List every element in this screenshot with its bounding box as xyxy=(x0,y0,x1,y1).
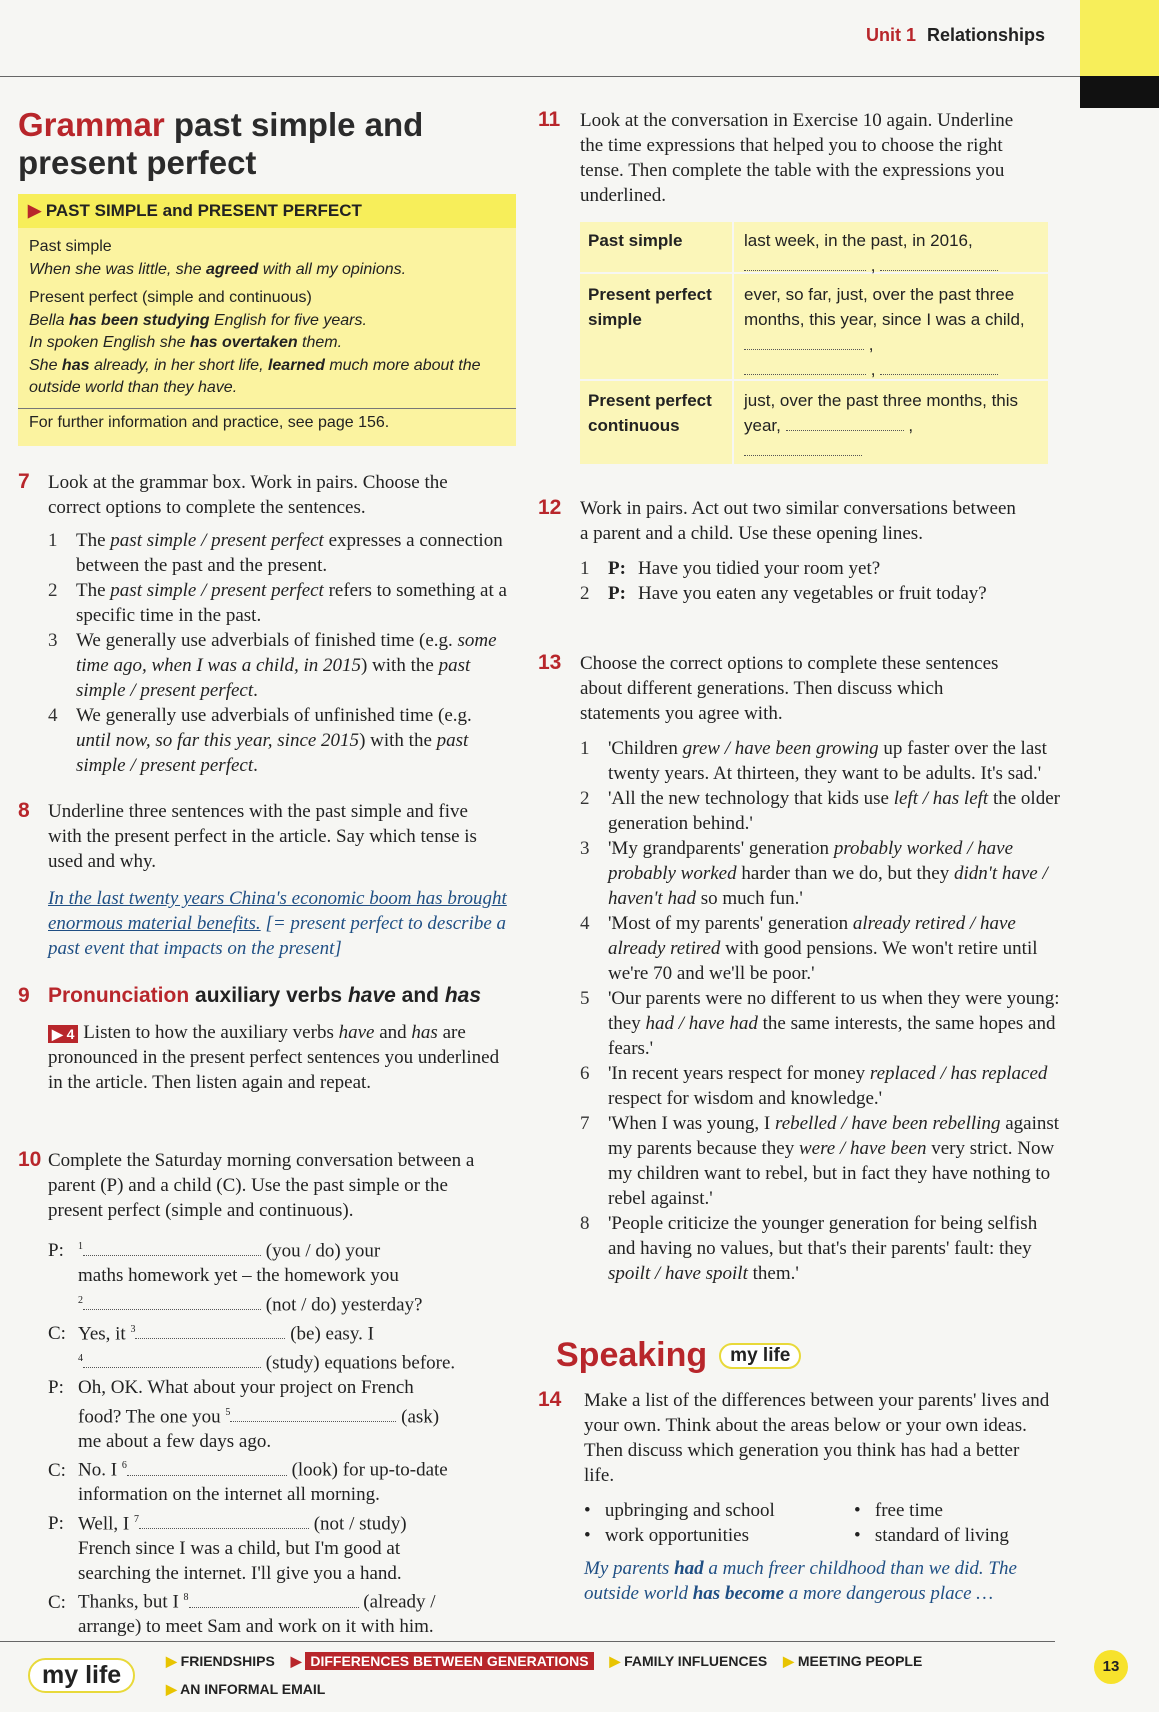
exercise-13 xyxy=(538,651,1058,1286)
exercise-13-item: 5 'Our parents were no different to us when they were young: they had / have had the same interests, the same hopes and fears.' xyxy=(580,988,1060,1059)
exercise-11-instructions: Look at the conversation in Exercise 10 again. Underline the time expressions that helped you to choose the right tense. Then complete the table with the expressions you underlined. xyxy=(580,110,1014,206)
footer-rule xyxy=(0,1641,1055,1642)
answer-blank-6[interactable] xyxy=(127,1460,287,1476)
exercise-14-number: 14 xyxy=(538,1388,562,1411)
bullet-item: • work opportunities xyxy=(584,1525,749,1546)
table-blank[interactable] xyxy=(744,334,864,350)
exercise-7-number: 7 xyxy=(18,470,30,493)
table-row-pp-simple-value: ever, so far, just, over the past three months, this year, since I was a child, , , xyxy=(744,285,1025,379)
answer-blank-8[interactable] xyxy=(189,1592,359,1608)
bullet-item: • standard of living xyxy=(854,1525,1009,1546)
exercise-13-item: 1 'Children grew / have been growing up faster over the last twenty years. At thirteen, they want to be adults. It's sad.' xyxy=(580,738,1047,784)
exercise-7-item: 4 We generally use adverbials of unfinished time (e.g. until now, so far this year, since 2015) with the past simple / present perfect. xyxy=(48,705,472,776)
tense-table xyxy=(580,222,1048,464)
footer-nav xyxy=(166,1653,966,1698)
exercise-10 xyxy=(18,1148,518,1640)
table-blank[interactable] xyxy=(880,359,998,375)
answer-blank-3[interactable] xyxy=(135,1323,285,1339)
exercise-12-item: 1 P: Have you tidied your room yet? xyxy=(580,558,881,579)
answer-blank-4[interactable] xyxy=(83,1352,261,1368)
exercise-13-item: 4 'Most of my parents' generation already retired / have already retired with good pensions. We won't retire until we're 70 and we'll be poor.' xyxy=(580,913,1038,984)
area-list xyxy=(584,1498,1058,1548)
exercise-10-number: 10 xyxy=(18,1148,42,1171)
answer-blank-5[interactable] xyxy=(230,1406,396,1422)
table-blank[interactable] xyxy=(744,359,866,375)
table-blank[interactable] xyxy=(744,255,866,271)
exercise-12-number: 12 xyxy=(538,496,562,519)
present-perfect-example-3: She has already, in her short life, learned much more about the outside world than they have. xyxy=(29,356,481,396)
exercise-14-example: My parents had a much freer childhood than we did. The outside world has become a more dangerous place … xyxy=(584,1558,1017,1604)
exercise-7-instructions: Look at the grammar box. Work in pairs. Choose the correct options to complete the sentences. xyxy=(48,472,448,518)
past-simple-label: Past simple xyxy=(29,238,112,255)
exercise-13-number: 13 xyxy=(538,651,562,674)
exercise-14 xyxy=(538,1388,1058,1606)
unit-title: Relationships xyxy=(927,25,1046,45)
further-info-link[interactable]: For further information and practice, see page 156. xyxy=(29,414,390,431)
exercise-12 xyxy=(538,496,1058,606)
footer-link-family[interactable]: ▶ FAMILY INFLUENCES xyxy=(609,1653,768,1669)
present-perfect-example-1: Bella has been studying English for five years. xyxy=(29,311,367,329)
footer-my-life: my life xyxy=(28,1658,135,1693)
unit-label: Unit 1 xyxy=(866,25,917,45)
exercise-7-item: 2 The past simple / present perfect refers to something at a specific time in the past. xyxy=(48,580,507,626)
exercise-13-item: 3 'My grandparents' generation probably worked / have probably worked harder than we do, but they didn't have / haven't had so much fun.' xyxy=(580,838,1048,909)
answer-blank-1[interactable] xyxy=(83,1240,261,1256)
audio-track-button[interactable]: ▶ 4 xyxy=(48,1025,78,1043)
exercise-12-item: 2 P: Have you eaten any vegetables or fruit today? xyxy=(580,583,987,604)
conversation: P: $^1$ (you / do) your maths homework yet – the homework you $^2$ (not / do) yesterday? C: Yes, it $^3$ (be) easy. I $^4$ (study) equations before. P: Oh, OK. What about your project on French food? The one you $^5$ (ask) me about a few days ago. C: No. I $^6$ (look) for up-to-date information on the internet all morning. P: Well, I $^7$ (not / study) French since I was a child, but I'm good at searching the internet. I'll give you a hand. C: Thanks, but I $^8$ (already / arrange) to meet Sam and work on it with him. xyxy=(48,1240,456,1638)
grammar-title xyxy=(18,106,478,182)
speaking-heading xyxy=(556,1336,801,1375)
grammar-box-header xyxy=(18,194,516,228)
grammar-title-red: Grammar xyxy=(18,106,165,143)
exercise-8 xyxy=(18,799,518,961)
exercise-13-item: 2 'All the new technology that kids use left / has left the older generation behind.' xyxy=(580,788,1060,834)
corner-block xyxy=(1080,76,1159,108)
exercise-13-item: 7 'When I was young, I rebelled / have been rebelling against my parents because they were / have been very strict. Now my children want to rebel, but in fact they have nothing to rebel against.' xyxy=(580,1113,1060,1209)
present-perfect-example-2: In spoken English she has overtaken them. xyxy=(29,334,343,351)
table-row-past-simple-value: last week, in the past, in 2016, , xyxy=(744,228,1044,278)
exercise-13-instructions: Choose the correct options to complete these sentences about different generations. Then discuss which statements you agree with. xyxy=(580,653,999,724)
table-row-pp-simple-label: Present perfect simple xyxy=(588,285,712,329)
header-rule xyxy=(0,76,1080,77)
exercise-8-instructions: Underline three sentences with the past simple and five with the present perfect in the article. Say which tense is used and why. xyxy=(48,801,477,872)
corner-tab xyxy=(1080,0,1159,76)
table-row-pp-continuous-label: Present perfect continuous xyxy=(588,391,712,435)
footer-link-email[interactable]: ▶ AN INFORMAL EMAIL xyxy=(166,1681,326,1697)
exercise-12-instructions: Work in pairs. Act out two similar conversations between a parent and a child. Use these opening lines. xyxy=(580,498,1016,544)
bullet-item: • free time xyxy=(854,1500,943,1521)
exercise-7-item: 3 We generally use adverbials of finished time (e.g. some time ago, when I was a child, in 2015) with the past simple / present perfect. xyxy=(48,630,497,701)
answer-blank-2[interactable] xyxy=(83,1294,261,1310)
exercise-8-example: In the last twenty years China's economic boom has brought enormous material benefits. [= present perfect to describe a past event that impacts on the present] xyxy=(48,888,507,959)
exercise-8-number: 8 xyxy=(18,799,30,822)
page-number: 13 xyxy=(1094,1650,1128,1684)
table-blank[interactable] xyxy=(744,440,862,456)
exercise-9-title: 9 Pronunciation auxiliary verbs have and has xyxy=(18,984,482,1007)
play-triangle-icon: ▶ xyxy=(28,201,42,220)
exercise-13-item: 8 'People criticize the younger generation for being selfish and having no values, but that's their parents' fault: they spoilt / have spoilt them.' xyxy=(580,1213,1038,1284)
footer-link-differences[interactable]: ▶ DIFFERENCES BETWEEN GENERATIONS xyxy=(291,1653,594,1669)
exercise-11 xyxy=(538,108,1058,208)
grammar-box-title: PAST SIMPLE and PRESENT PERFECT xyxy=(45,201,362,220)
speaking-title: Speaking xyxy=(556,1336,708,1374)
table-blank[interactable] xyxy=(880,255,998,271)
grammar-box xyxy=(18,194,516,446)
table-row-pp-continuous-value: just, over the past three months, this year, , xyxy=(744,388,1044,463)
exercise-11-number: 11 xyxy=(538,108,561,131)
exercise-9 xyxy=(18,984,518,1095)
present-perfect-label: Present perfect (simple and continuous) xyxy=(29,289,312,306)
exercise-7-item: 1 The past simple / present perfect expresses a connection between the past and the present. xyxy=(48,530,503,576)
exercise-13-item: 6 'In recent years respect for money replaced / has replaced respect for wisdom and knowledge.' xyxy=(580,1063,1048,1109)
exercise-7 xyxy=(18,470,518,778)
footer-link-friendships[interactable]: ▶ FRIENDSHIPS xyxy=(166,1653,275,1669)
exercise-14-instructions: Make a list of the differences between your parents' lives and your own. Think about the areas below or your own ideas. Then discuss which generation you think has had a better life. xyxy=(584,1390,1050,1486)
past-simple-example: When she was little, she agreed with all my opinions. xyxy=(29,260,407,278)
my-life-tag: my life xyxy=(719,1343,801,1369)
table-blank[interactable] xyxy=(786,415,904,431)
grammar-title-rest: past simple and present perfect xyxy=(18,106,424,181)
unit-header xyxy=(866,25,1045,46)
answer-blank-7[interactable] xyxy=(139,1513,309,1529)
exercise-10-instructions: Complete the Saturday morning conversation between a parent (P) and a child (C). Use the past simple or the present perfect (simple and continuous). xyxy=(48,1150,475,1221)
table-row-past-simple-label: Past simple xyxy=(588,231,683,250)
bullet-item: • upbringing and school xyxy=(584,1500,775,1521)
footer-link-meeting[interactable]: ▶ MEETING PEOPLE xyxy=(783,1653,923,1669)
exercise-9-instructions: ▶ 4 Listen to how the auxiliary verbs have and has are pronounced in the present perfect sentences you underlined in the article. Then listen again and repeat. xyxy=(48,1022,500,1093)
